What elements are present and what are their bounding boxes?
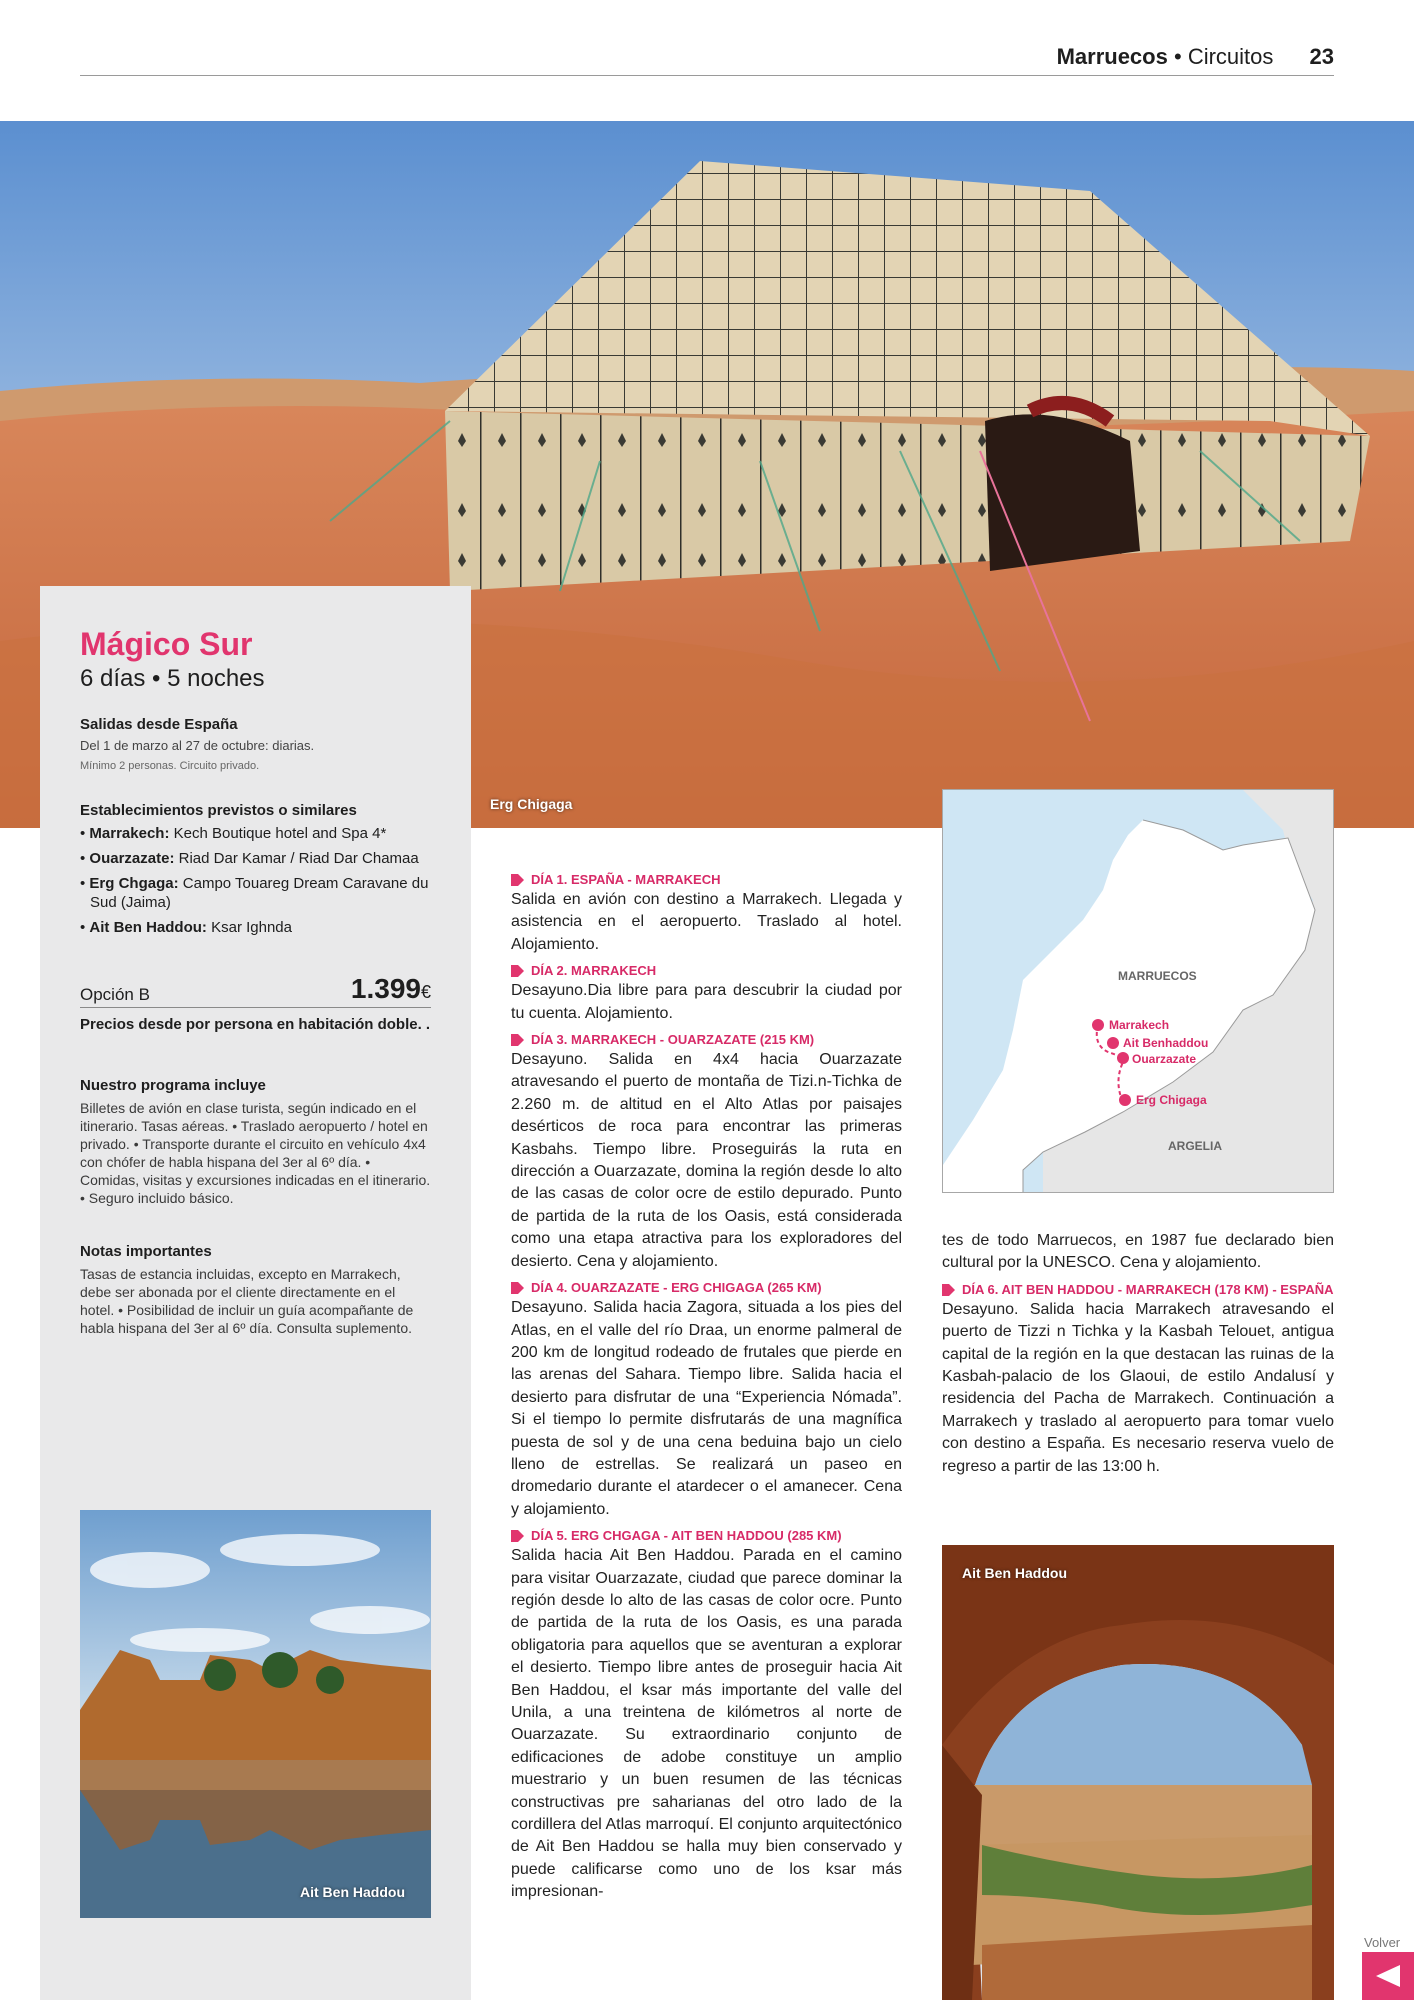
price-amount: 1.399€ [350, 973, 431, 1004]
establishments-section [80, 802, 431, 937]
day-heading: DÍA 1. ESPAÑA - MARRAKECH [511, 871, 902, 889]
day-heading: DÍA 5. ERG CHGAGA - AIT BEN HADDOU (285 KM) [511, 1527, 902, 1545]
departures-section [80, 716, 431, 774]
day-text: Desayuno. Salida en 4x4 hacia Ouarzazate atravesando el puerto de montaña de Tizi.n-Tichka de 2.260 m. de altitud en el Alto Atlas por paisajes desérticos de roca para encontrar las primeras Kasbahs. Tiempo libre. Proseguirás la ruta en dirección a Ouarzazate, domina la región desde lo alto de las casas de color ocre de estilo depurado. Punto de partida de la ruta de los Oasis, está considerada como una etapa atractiva para los exploradores del desierto. Cena y alojamiento. [511, 1051, 902, 1270]
day-text: Desayuno.Dia libre para para descubrir la ciudad por tu cuenta. Alojamiento. [511, 982, 902, 1022]
notes-heading: Notas importantes [80, 1243, 212, 1260]
kasbah-illustration [80, 1510, 431, 1918]
back-arrow-icon [1376, 1965, 1400, 1987]
map-country-label: MARRUECOS [1118, 969, 1197, 983]
day-text: Desayuno. Salida hacia Zagora, situada a los pies del Atlas, en el valle del río Draa, un enorme palmeral de 200 km de longitud rodeado de frutales que pierde en las arenas del Sahara. Tiempo libre. Salida hacia el desierto para disfrutar de una “Experiencia Nómada”. Si el tiempo lo permite disfrutarás de una magnífica puesta de sol y de una cena beduina bajo un cielo lleno de estrellas. Se realizará un paseo en dromedario durante el atardecer o el amanecer. Cena y alojamiento. [511, 1299, 902, 1518]
establishments-heading: Establecimientos previstos o similares [80, 802, 357, 819]
hero-caption: Erg Chigaga [490, 796, 573, 812]
list-item: • Marrakech: Kech Boutique hotel and Spa 4* [80, 825, 387, 842]
stop-marker [1107, 1037, 1119, 1049]
stop-marker [1092, 1019, 1104, 1031]
price-note: Precios desde por persona en habitación doble. . [80, 1016, 431, 1033]
canyon-caption: Ait Ben Haddou [962, 1565, 1067, 1581]
departures-heading: Salidas desde España [80, 716, 238, 733]
page-number: 23 [1309, 44, 1334, 69]
day-text: Salida hacia Ait Ben Haddou. Parada en el camino para visitar Ouarzazate, ciudad que parece dominar la región desde lo alto de las casas de color ocre. Punto de partida de la ruta de los Oasis, es una parada obligatoria para aquellos que se aventuran a explorar el desierto. Tiempo libre antes de proseguir hacia Ait Ben Haddou, el ksar más importante del valle del Unila, a una treintena de kilómetros al norte de Ouarzazate. Su extraordinario conjunto de edificaciones de adobe constituye un amplio muestrario y un buen resumen de las técnicas constructivas pre saharianas del otro lado de la cordillera del Atlas marroquí. El conjunto arquitectónico de Ait Ben Haddou se halla muy bien conservado y puede calificarse como uno de los ksar más impresionan- [511, 1547, 902, 1901]
day-heading: DÍA 4. OUARZAZATE - ERG CHIGAGA (265 KM) [511, 1279, 902, 1297]
day-text-continued: tes de todo Marruecos, en 1987 fue declarado bien cultural por la UNESCO. Cena y alojamiento. [942, 1232, 1334, 1272]
day-text: Salida en avión con destino a Marrakech. Llegada y asistencia en el aeropuerto. Traslado al hotel. Alojamiento. [511, 891, 902, 953]
back-label: Volver [1364, 1935, 1401, 1950]
departures-dates: Del 1 de marzo al 27 de octubre: diarias. [80, 738, 315, 753]
day-text: Desayuno. Salida hacia Marrakech atravesando el puerto de Tizzi n Tichka y la Kasbah Telouet, antigua capital de la región en la que destacan las ruinas de la Kasbah-palacio de los Glaoui, de estilo Andalusí y residencia del Pacha de Marrakech. Continuación a Marrakech y traslado al aeropuerto para tomar vuelo con destino a España. Es necesario reserva vuelo de regreso a partir de las 13:00 h. [942, 1300, 1334, 1475]
ait-ben-haddou-photo-2 [942, 1545, 1334, 2000]
pink-arrow-icon [511, 1034, 524, 1046]
trip-title: Mágico Sur [80, 626, 253, 662]
ait-ben-haddou-caption: Ait Ben Haddou [300, 1884, 405, 1900]
route-map [942, 789, 1334, 1193]
map-stop-label: Erg Chigaga [1136, 1093, 1207, 1107]
map-stop-label: Marrakech [1109, 1018, 1170, 1032]
map-neighbor-label: ARGELIA [1168, 1139, 1222, 1153]
pink-arrow-icon [942, 1284, 955, 1296]
morocco-map [943, 790, 1334, 1193]
itinerary-column-1 [511, 865, 902, 1904]
includes-heading: Nuestro programa incluye [80, 1077, 266, 1094]
day-heading: DÍA 3. MARRAKECH - OUARZAZATE (215 KM) [511, 1031, 902, 1049]
header-country: Marruecos [1056, 44, 1168, 69]
map-stop-label: Ouarzazate [1132, 1052, 1197, 1066]
includes-text: Billetes de avión en clase turista, según indicado en el itinerario. Tasas aéreas. • Traslado aeropuerto / hotel en privado. • Transporte durante el circuito en vehículo 4x4 con chófer de habla hispana del 3er al 6º día. • Comidas, visitas y excursiones indicadas en el itinerario. • Seguro incluido básico. [80, 1100, 431, 1206]
price-row [80, 973, 431, 1008]
header-separator: • [1173, 44, 1182, 69]
day-heading: DÍA 6. AIT BEN HADDOU - MARRAKECH (178 KM) - ESPAÑA [942, 1281, 1334, 1299]
day-heading: DÍA 2. MARRAKECH [511, 962, 902, 980]
pink-arrow-icon [511, 1530, 524, 1542]
map-stop-label: Ait Benhaddou [1123, 1036, 1209, 1050]
departures-note: Mínimo 2 personas. Circuito privado. [80, 760, 260, 772]
back-button[interactable] [1362, 1952, 1414, 2000]
notes-text: Tasas de estancia incluidas, excepto en Marrakech, debe ser abonada por el cliente directamente en el hotel. • Posibilidad de incluir un guía acompañante de habla hispana del 3er al 6º día. Consulta suplemento. [80, 1266, 414, 1336]
establishments-list [80, 824, 431, 937]
stop-marker [1119, 1094, 1131, 1106]
pink-arrow-icon [511, 874, 524, 886]
list-item: • Erg Chgaga: Campo Touareg Dream Caravane du Sud (Jaima) [80, 875, 429, 911]
price-section [80, 973, 431, 1035]
list-item: • Ouarzazate: Riad Dar Kamar / Riad Dar Chamaa [80, 850, 419, 867]
pink-arrow-icon [511, 965, 524, 977]
page-header [80, 44, 1334, 76]
includes-section [80, 1077, 431, 1207]
itinerary-column-2 [942, 1230, 1334, 1478]
header-section: Circuitos [1187, 44, 1274, 69]
trip-duration: 6 días • 5 noches [80, 665, 265, 692]
list-item: • Ait Ben Haddou: Ksar Ighnda [80, 919, 292, 936]
header-title [1057, 44, 1334, 70]
ait-ben-haddou-photo [80, 1510, 431, 1918]
pink-arrow-icon [511, 1282, 524, 1294]
stop-marker [1117, 1052, 1129, 1064]
notes-section [80, 1243, 431, 1337]
price-option: Opción B [80, 985, 150, 1004]
canyon-view-illustration [942, 1545, 1334, 2000]
